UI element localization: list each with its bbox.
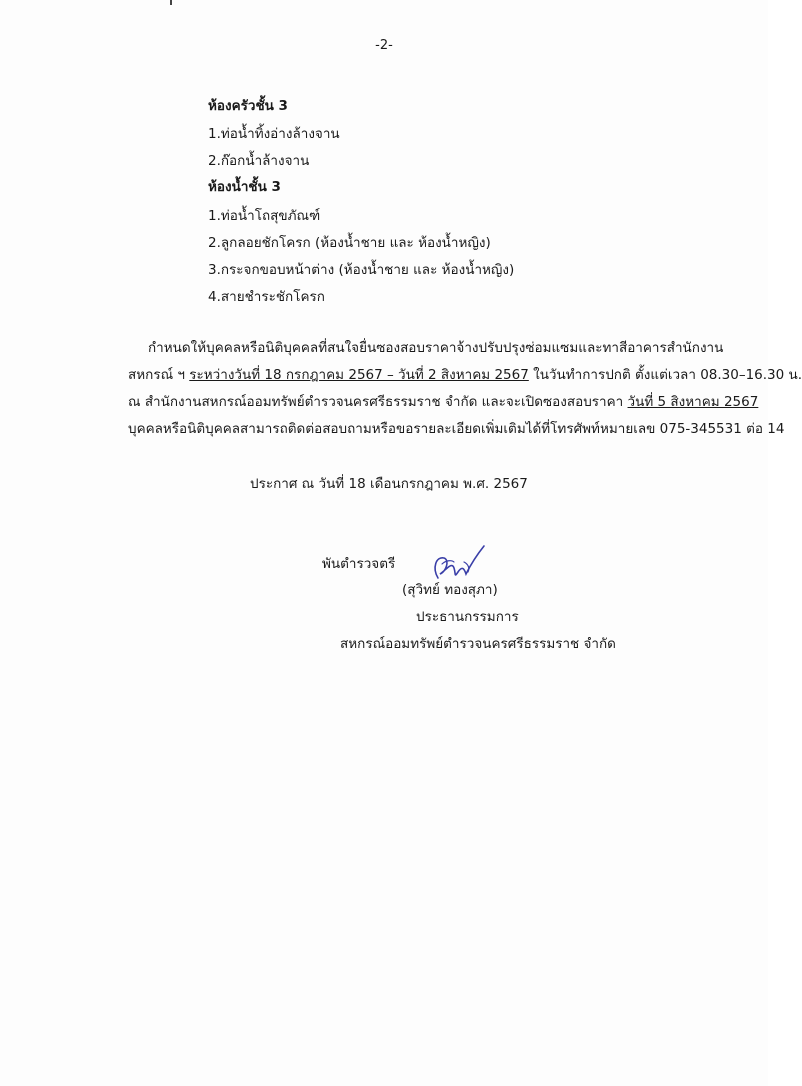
notice-line-3 — [128, 390, 758, 412]
notice-line-4: บุคคลหรือนิติบุคคลสามารถติดต่อสอบถามหรือขอรายละเอียดเพิ่มเติมได้ที่โทรศัพท์หมายเลข 075-345531 ต่อ 14 — [128, 421, 785, 437]
notice-line-3-prefix: ณ สำนักงานสหกรณ์ออมทรัพย์ตำรวจนครศรีธรรมราช จำกัด และจะเปิดซองสอบราคา — [128, 394, 624, 410]
section-heading-bathroom: ห้องน้ำชั้น 3 — [208, 179, 281, 195]
signer-organization: สหกรณ์ออมทรัพย์ตำรวจนครศรีธรรมราช จำกัด — [340, 636, 616, 652]
page-number: -2- — [375, 38, 393, 53]
signer-name: (สุวิทย์ ทองสุภา) — [402, 582, 498, 598]
list-item: 4.สายชำระชักโครก — [208, 289, 325, 305]
notice-line-2-suffix: ในวันทำการปกติ ตั้งแต่เวลา 08.30–16.30 น. — [533, 367, 802, 383]
list-item: 2.ก๊อกน้ำล้างจาน — [208, 153, 310, 169]
list-item: 3.กระจกขอบหน้าต่าง (ห้องน้ำชาย และ ห้องน้ำหญิง) — [208, 262, 515, 278]
list-item: 1.ท่อน้ำโถสุขภัณฑ์ — [208, 208, 321, 224]
list-item: 2.ลูกลอยชักโครก (ห้องน้ำชาย และ ห้องน้ำหญิง) — [208, 235, 491, 251]
notice-line-2 — [128, 363, 802, 385]
signer-position: ประธานกรรมการ — [416, 609, 519, 625]
scan-mark — [170, 0, 172, 5]
announcement-date: ประกาศ ณ วันที่ 18 เดือนกรกฎาคม พ.ศ. 2567 — [250, 476, 528, 492]
submission-period: ระหว่างวันที่ 18 กรกฎาคม 2567 – วันที่ 2 สิงหาคม 2567 — [189, 367, 529, 383]
section-heading-kitchen: ห้องครัวชั้น 3 — [208, 98, 288, 114]
signer-rank: พันตำรวจตรี — [322, 556, 396, 572]
notice-line-1: กำหนดให้บุคคลหรือนิติบุคคลที่สนใจยื่นซองสอบราคาจ้างปรับปรุงซ่อมแซมและทาสีอาคารสำนักงาน — [148, 340, 724, 356]
list-item: 1.ท่อน้ำทิ้งอ่างล้างจาน — [208, 126, 340, 142]
bid-opening-date: วันที่ 5 สิงหาคม 2567 — [627, 394, 759, 410]
notice-line-2-prefix: สหกรณ์ ฯ — [128, 367, 185, 383]
